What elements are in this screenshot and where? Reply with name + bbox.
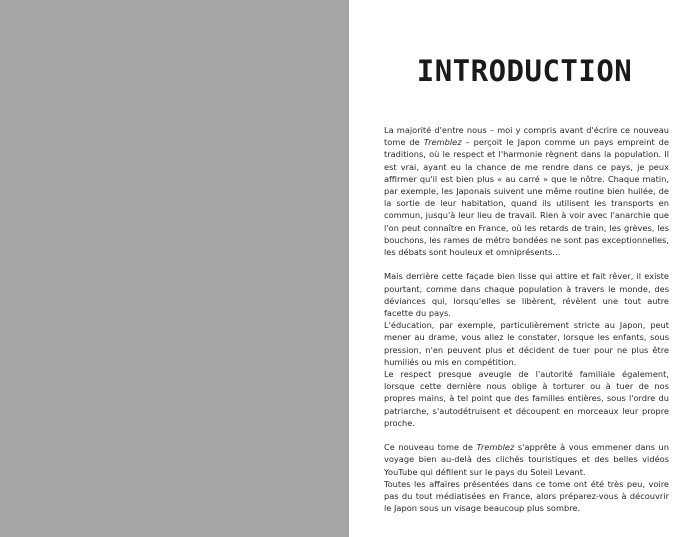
paragraph-1-book-title: Tremblez [423,137,462,148]
left-page-gray [0,0,349,537]
paragraph-5-start: Ce nouveau tome de [384,442,477,453]
paragraph-2: Mais derrière cette façade bien lisse qui attire et fait rêver, il existe pourtant, comme dans chaque population à travers le monde, des déviances qui, lorsqu'elles se libèrent, révèlent une tout autre facette du pays. [384,271,669,319]
paragraph-5-end: s'apprête à vous emmener dans un voyage bien au-delà des clichés touristiques et des belles vidéos YouTube qui défilent sur le pays du Soleil Levant. [384,442,670,477]
paragraph-1-start: La majorité d'entre nous – moi y compris avant d'écrire ce nouveau tome de [384,125,669,148]
paragraph-3: L'éducation, par exemple, particulièrement stricte au Japon, peut mener au drame, vous allez le constater, lorsque les enfants, sous pression, n'en peuvent plus et décident de tuer pour ne plus être humiliés ou mis en compétition. [384,320,669,367]
paragraph-5 [384,441,669,478]
paragraph-4: Le respect presque aveugle de l'autorité familiale également, lorsque cette dernière nous oblige à torturer ou à tuer de nos propres mains, à tel point que des familles entières, sous l'ordre du patriarche, s'autodétruisent et découpent en morceaux leur propre proche. [384,369,669,428]
paragraph-5-book-title: Tremblez [476,442,515,453]
page-title: INTRODUCTION [416,54,633,88]
paragraph-6: Toutes les affaires présentées dans ce tome ont été très peu, voire pas du tout médiatisées en France, alors préparez-vous à découvrir le Japon sous un visage beaucoup plus sombre. [384,478,669,514]
paragraph-1 [384,124,669,258]
introduction-body [384,124,669,514]
paragraph-1-end: – perçoit le Japon comme un pays empreint de traditions, où le respect et l'harmonie règnent dans la population. Il est vrai, ayant eu la chance de me rendre dans ce pays, je peux affirmer qu'il est bien plus « au carré » que le nôtre. Chaque matin, par exemple, les Japonais suivent une même routine bien huilée, de la sortie de leur habitation, quand ils utilisent les transports en commun, jusqu'à leur lieu de travail. Rien à voir avec l'anarchie que l'on peut connaître en France, où les retards de train, les grèves, les bouchons, les rames de métro bondées ne sont pas exceptionnelles, les débats sont houleux et omniprésents… [384,137,669,258]
right-page [349,0,700,537]
